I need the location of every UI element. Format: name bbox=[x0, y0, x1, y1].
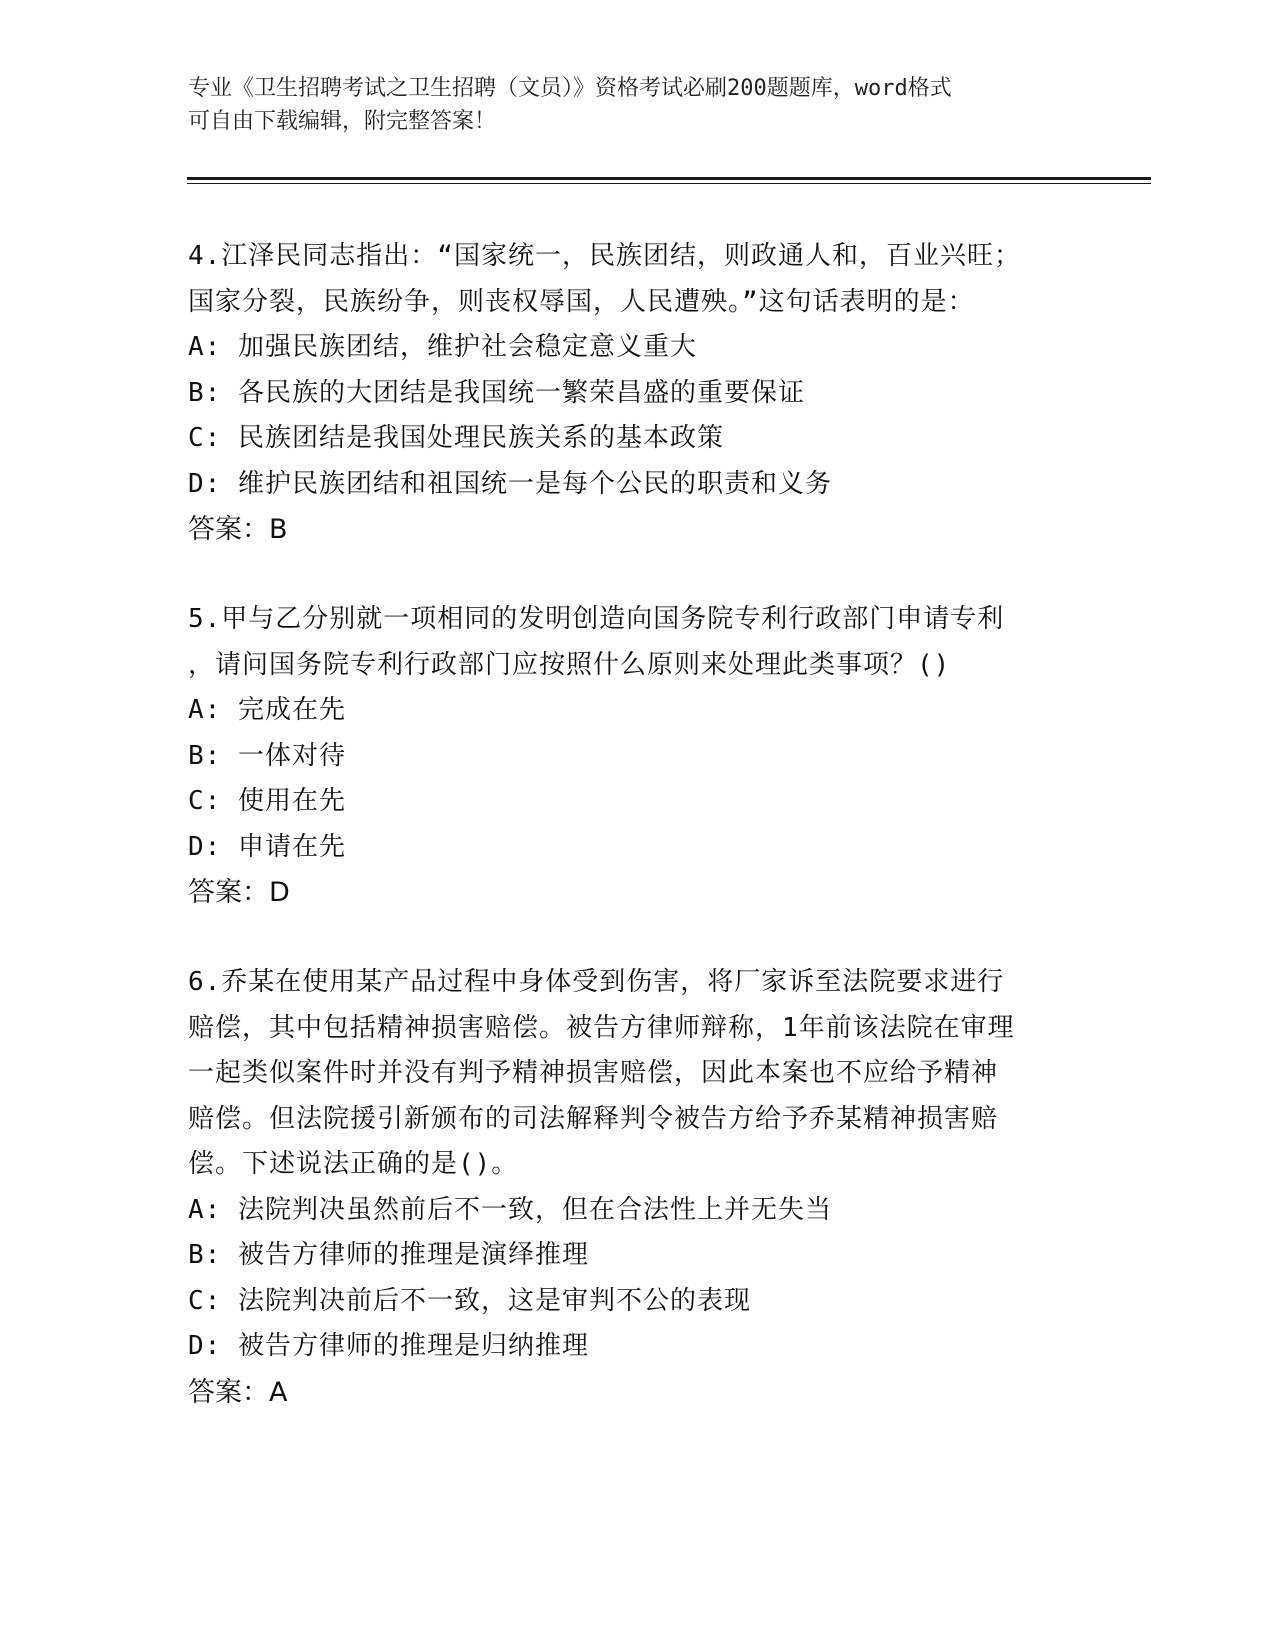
option-b: B: 被告方律师的推理是演绎推理 bbox=[188, 1240, 589, 1270]
option-b: B: 各民族的大团结是我国统一繁荣昌盛的重要保证 bbox=[188, 377, 805, 408]
stem-line: 赔偿。但法院援引新颁布的司法解释判令被告方给予乔某精神损害赔 bbox=[188, 1103, 999, 1134]
stem-line: 一起类似案件时并没有判予精神损害赔偿，因此本案也不应给予精神 bbox=[188, 1058, 999, 1088]
question-6 bbox=[188, 960, 1088, 1415]
question-5 bbox=[188, 597, 1088, 916]
stem-line: 5.甲与乙分别就一项相同的发明创造向国务院专利行政部门申请专利 bbox=[188, 604, 1005, 634]
answer-line: 答案：D bbox=[188, 877, 290, 908]
document-header bbox=[188, 72, 1088, 138]
question-stem bbox=[188, 960, 1088, 1188]
question-stem bbox=[188, 234, 1088, 325]
stem-line: ，请问国务院专利行政部门应按照什么原则来处理此类事项？() bbox=[188, 649, 951, 680]
stem-line: 国家分裂，民族纷争，则丧权辱国，人民遭殃。”这句话表明的是： bbox=[188, 286, 975, 317]
option-c: C: 法院判决前后不一致，这是审判不公的表现 bbox=[188, 1285, 751, 1316]
option-a: A: 完成在先 bbox=[188, 695, 346, 725]
option-d: D: 维护民族团结和祖国统一是每个公民的职责和义务 bbox=[188, 468, 832, 499]
header-line-2: 可自由下载编辑，附完整答案！ bbox=[188, 109, 497, 134]
stem-line: 偿。下述说法正确的是()。 bbox=[188, 1149, 519, 1179]
option-a: A: 加强民族团结，维护社会稳定意义重大 bbox=[188, 332, 697, 362]
stem-line: 赔偿，其中包括精神损害赔偿。被告方律师辩称，1年前该法院在审理 bbox=[188, 1012, 1015, 1043]
option-d: D: 申请在先 bbox=[188, 831, 346, 862]
option-c: C: 使用在先 bbox=[188, 786, 346, 816]
option-d: D: 被告方律师的推理是归纳推理 bbox=[188, 1331, 589, 1361]
option-c: C: 民族团结是我国处理民族关系的基本政策 bbox=[188, 423, 724, 453]
header-divider-thick bbox=[187, 177, 1151, 180]
answer-line: 答案：A bbox=[188, 1376, 288, 1408]
question-4 bbox=[188, 234, 1088, 553]
header-divider-thin bbox=[187, 183, 1151, 184]
answer-line: 答案：B bbox=[188, 514, 288, 545]
option-a: A: 法院判决虽然前后不一致，但在合法性上并无失当 bbox=[188, 1194, 832, 1225]
header-line-1: 专业《卫生招聘考试之卫生招聘（文员）》资格考试必刷200题题库，word格式 bbox=[188, 76, 952, 101]
stem-line: 4.江泽民同志指出：“国家统一，民族团结，则政通人和，百业兴旺； bbox=[188, 241, 1021, 271]
question-stem bbox=[188, 597, 1088, 688]
option-b: B: 一体对待 bbox=[188, 740, 346, 771]
stem-line: 6.乔某在使用某产品过程中身体受到伤害，将厂家诉至法院要求进行 bbox=[188, 967, 1005, 997]
